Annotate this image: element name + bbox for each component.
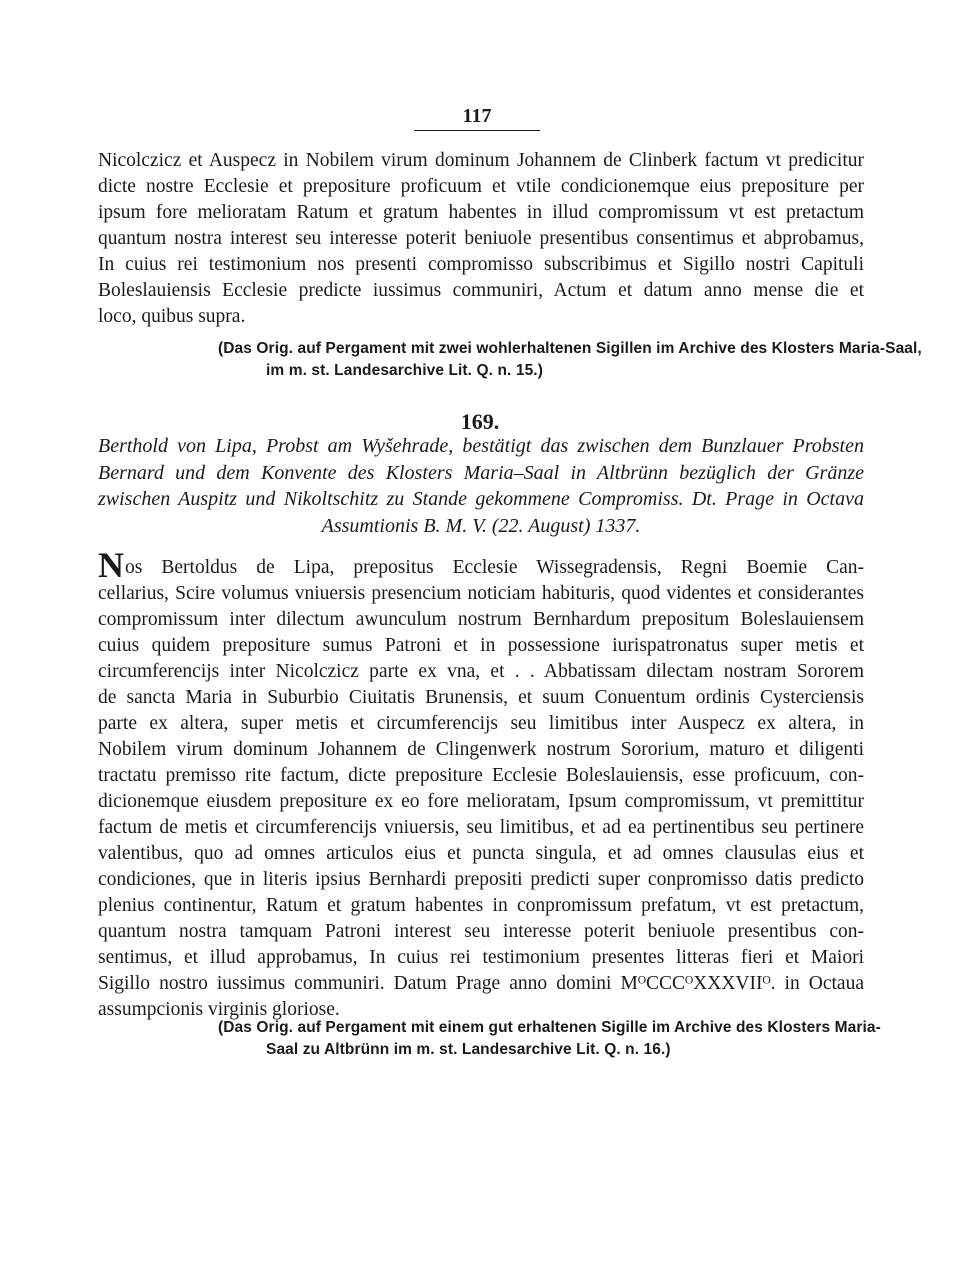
text-line: factum de metis et circumferencijs vniuersis, seu limitibus, et ad ea pertinentibus seu pertinere (98, 817, 864, 838)
regest-summary (98, 433, 864, 539)
note-line: im m. st. Landesarchive Lit. Q. n. 15.) (266, 362, 543, 379)
text-line: circumferencijs inter Nicolczicz parte ex vna, et . . Abbatissam dilectam nostram Sororem (98, 661, 864, 682)
text-line: parte ex altera, super metis et circumferencijs seu limitibus inter Auspecz ex altera, in (98, 713, 864, 734)
text-line: tractatu premisso rite factum, dicte prepositure Ecclesie Boleslauiensis, esse proficuum, con- (98, 765, 864, 786)
text-line: quantum nostra tamquam Patroni interest seu interesse poterit beniuole presentibus con- (98, 921, 864, 942)
text-line: ipsum fore melioratam Ratum et gratum habentes in illud compromissum vt est pretactum (98, 202, 864, 223)
page-number: 117 (462, 105, 492, 127)
text-line: quantum nostra interest seu interesse poterit beniuole presentibus consentimus et abprobamus, (98, 228, 864, 249)
source-note-2 (218, 1017, 881, 1061)
note-line: (Das Orig. auf Pergament mit zwei wohlerhaltenen Sigillen im Archive des Klosters Maria-Saal, (218, 340, 922, 357)
text-line: plenius continentur, Ratum et gratum habentes in conpromissum prefatum, vt est pretactum, (98, 895, 864, 916)
text-line: Nicolczicz et Auspecz in Nobilem virum dominum Johannem de Clinberk factum vt predicitur (98, 150, 864, 171)
document-number: 169. (460, 409, 500, 434)
text-line: loco, quibus supra. (98, 306, 246, 327)
text-line: compromissum inter dilectum awunculum nostrum Bernhardum prepositum Boleslauiensem (98, 609, 864, 630)
note-line: (Das Orig. auf Pergament mit einem gut erhaltenen Sigille im Archive des Klosters Maria- (218, 1019, 881, 1036)
text-line: Nobilem virum dominum Johannem de Clingenwerk nostrum Sororium, maturo et diligenti (98, 739, 864, 760)
text-line: condiciones, que in literis ipsius Bernhardi prepositi predicti super conpromisso datis predicto (98, 869, 864, 890)
text-line: In cuius rei testimonium nos presenti compromisso subscribimus et Sigillo nostri Capituli (98, 254, 864, 275)
regest-line: Bernard und dem Konvente des Klosters Maria–Saal in Altbrünn bezüglich der Gränze (98, 461, 864, 484)
source-note-1 (218, 338, 922, 382)
text-line: valentibus, quo ad omnes articulos eius et puncta singula, et ad omnes clausulas eius et (98, 843, 864, 864)
regest-line: Berthold von Lipa, Probst am Wyšehrade, bestätigt das zwischen dem Bunzlauer Probsten (98, 435, 864, 457)
charter-first-line (98, 545, 864, 585)
text-line: sentimus, et illud approbamus, In cuius rei testimonium presentes litteras fieri et Maiori (98, 947, 864, 968)
charter-first-line-text: os Bertoldus de Lipa, prepositus Ecclesie Wissegradensis, Regni Boemie Can- (125, 557, 864, 578)
regest-line: zwischen Auspitz und Nikoltschitz zu Stande gekommene Compromiss. Dt. Prage in Octava (98, 488, 864, 510)
text-line: assumpcionis virginis gloriose. (98, 999, 340, 1020)
charter-text (98, 545, 864, 1023)
text-line: cuius quidem prepositure sumus Patroni et in possessione iurispatronatus super metis et (98, 635, 864, 656)
drop-cap: N (98, 545, 124, 585)
text-line: de sancta Maria in Suburbio Ciuitatis Brunensis, et suum Conuentum ordinis Cysterciensis (98, 687, 864, 708)
text-line: cellarius, Scire volumus vniuersis presencium noticiam habituris, quod videntes et considerantes (98, 583, 864, 604)
text-line: dicionemque eiusdem prepositure ex eo fore melioratam, Ipsum compromissum, vt premittitur (98, 791, 864, 812)
text-line: Boleslauiensis Ecclesie predicte iussimus communiri, Actum et datum anno mense die et (98, 280, 864, 301)
note-line: Saal zu Altbrünn im m. st. Landesarchive Lit. Q. n. 16.) (266, 1041, 671, 1058)
text-line: Sigillo nostro iussimus communiri. Datum Prage anno domini MᴼCCCᴼXXXVIIᴼ. in Octaua (98, 973, 864, 994)
continued-charter-text (98, 148, 864, 330)
regest-line: Assumtionis B. M. V. (22. August) 1337. (321, 514, 641, 537)
text-line: dicte nostre Ecclesie et prepositure proficuum et vtile condicionemque eius prepositure per (98, 176, 864, 197)
page-number-rule (414, 130, 540, 131)
